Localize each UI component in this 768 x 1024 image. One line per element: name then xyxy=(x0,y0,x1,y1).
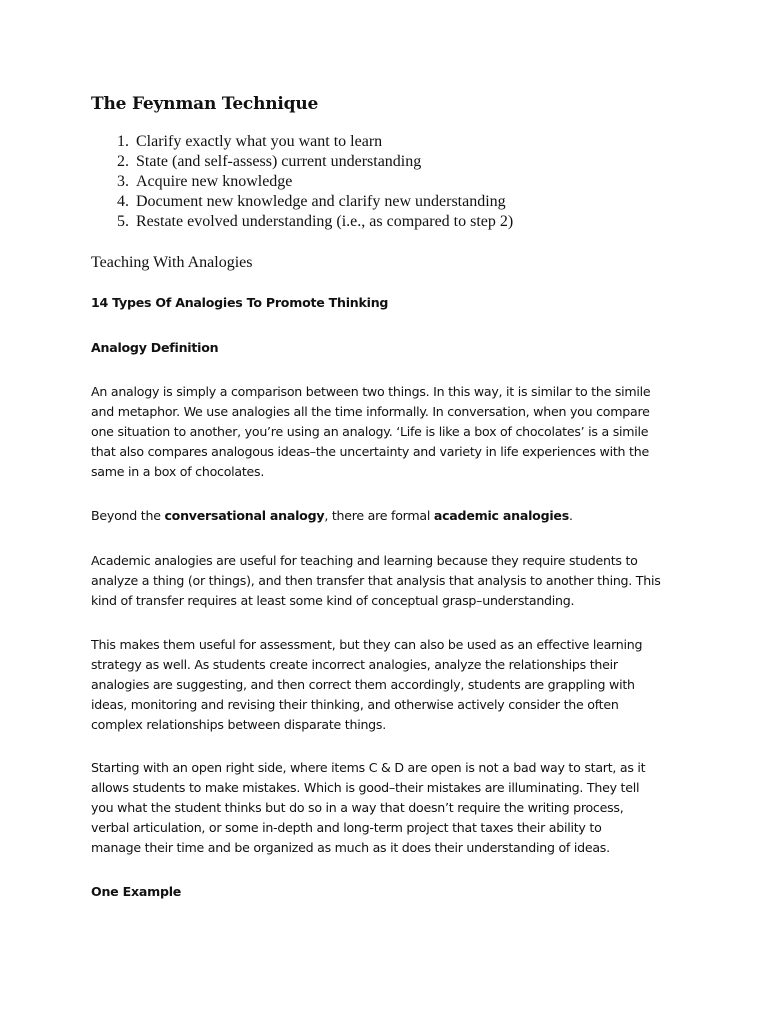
paragraph-line: that also compares analogous ideas–the uncertainty and variety in life experiences with the xyxy=(91,444,649,459)
list-item-number: 3. xyxy=(117,173,129,190)
paragraph-line: analogies are suggesting, and then correct them accordingly, students are grappling with xyxy=(91,677,635,692)
paragraph-line: kind of transfer requires at least some kind of conceptual grasp–understanding. xyxy=(91,593,575,608)
term-academic-analogies: academic analogies xyxy=(433,508,569,523)
paragraph-line: Academic analogies are useful for teaching and learning because they require students to xyxy=(91,553,638,568)
paragraph-line: and metaphor. We use analogies all the time informally. In conversation, when you compare xyxy=(91,404,650,419)
paragraph-line: verbal articulation, or some in-depth and long-term project that taxes their ability to xyxy=(91,820,602,835)
list-item xyxy=(91,172,513,192)
steps-list xyxy=(91,132,513,232)
paragraph-line: ideas, monitoring and revising their thinking, and otherwise actively consider the often xyxy=(91,697,619,712)
list-item-text: Restate evolved understanding (i.e., as compared to step 2) xyxy=(136,213,514,230)
types-heading: 14 Types Of Analogies To Promote Thinking xyxy=(91,295,389,310)
paragraph-beyond xyxy=(91,506,691,526)
paragraph-line: This makes them useful for assessment, but they can also be used as an effective learning xyxy=(91,637,643,652)
paragraph-line: complex relationships between disparate things. xyxy=(91,717,386,732)
list-item xyxy=(91,152,513,172)
example-heading: One Example xyxy=(91,884,182,899)
list-item-text: Document new knowledge and clarify new understanding xyxy=(136,193,506,210)
paragraph-open-right-side xyxy=(91,758,691,858)
paragraph-academic xyxy=(91,551,691,611)
paragraph-line: same in a box of chocolates. xyxy=(91,464,265,479)
list-item-text: State (and self-assess) current understanding xyxy=(136,153,422,170)
paragraph-line xyxy=(91,506,691,526)
list-item-number: 2. xyxy=(117,153,129,170)
document-title: The Feynman Technique xyxy=(91,94,319,114)
paragraph-line: Starting with an open right side, where items C & D are open is not a bad way to start, as it xyxy=(91,760,646,775)
list-item-number: 4. xyxy=(117,193,129,210)
paragraph-line: An analogy is simply a comparison between two things. In this way, it is similar to the simile xyxy=(91,384,651,399)
paragraph-definition xyxy=(91,382,691,482)
list-item xyxy=(91,192,513,212)
term-conversational-analogy: conversational analogy xyxy=(164,508,325,523)
paragraph-line: you what the student thinks but do so in a way that doesn’t require the writing process, xyxy=(91,800,624,815)
paragraph-assessment xyxy=(91,635,691,735)
list-item xyxy=(91,132,513,152)
paragraph-line: allows students to make mistakes. Which is good–their mistakes are illuminating. They tell xyxy=(91,780,640,795)
definition-heading: Analogy Definition xyxy=(91,340,219,355)
paragraph-line: manage their time and be organized as much as it does their understanding of ideas. xyxy=(91,840,610,855)
teaching-heading: Teaching With Analogies xyxy=(91,254,253,271)
list-item-text: Acquire new knowledge xyxy=(136,173,293,190)
text-segment: , there are formal xyxy=(324,508,434,523)
list-item-number: 5. xyxy=(117,213,129,230)
list-item xyxy=(91,212,513,232)
paragraph-line: strategy as well. As students create incorrect analogies, analyze the relationships their xyxy=(91,657,618,672)
paragraph-line: one situation to another, you’re using an analogy. ‘Life is like a box of chocolates’ is a simile xyxy=(91,424,649,439)
text-segment: . xyxy=(568,508,573,523)
paragraph-line: analyze a thing (or things), and then transfer that analysis that analysis to another thing. This xyxy=(91,573,661,588)
list-item-text: Clarify exactly what you want to learn xyxy=(136,133,383,150)
text-segment: Beyond the xyxy=(91,508,165,523)
list-item-number: 1. xyxy=(117,133,129,150)
